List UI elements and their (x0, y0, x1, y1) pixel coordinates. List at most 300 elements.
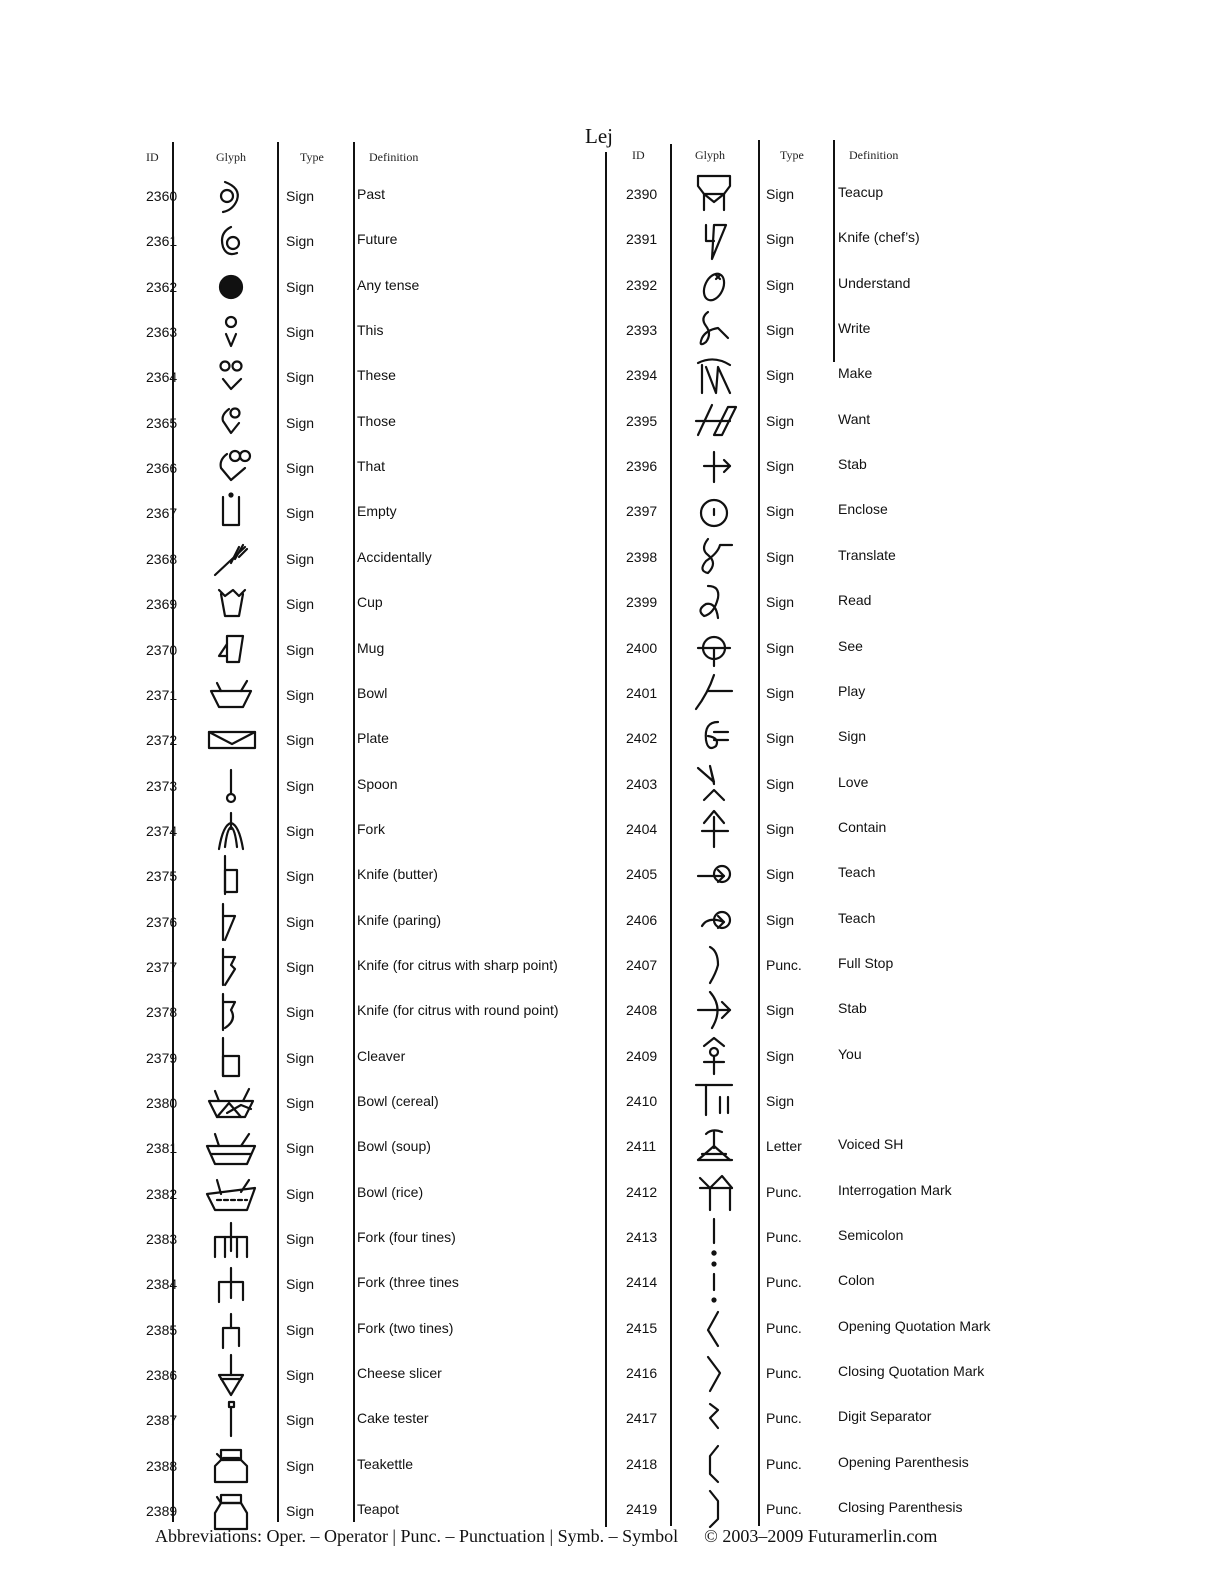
row-id: 2402 (626, 730, 658, 747)
row-definition: Write (838, 320, 871, 337)
row-type: Sign (286, 1231, 315, 1248)
past-glyph-icon (201, 174, 261, 218)
row-id: 2385 (146, 1321, 178, 1338)
table-row (140, 174, 600, 218)
cup-glyph-icon (201, 582, 261, 626)
table-row (618, 988, 1098, 1032)
table-row (140, 537, 600, 581)
table-row (140, 310, 600, 354)
row-definition: Interrogation Mark (838, 1181, 952, 1198)
row-definition: Plate (357, 730, 389, 747)
cake-tester-glyph-icon (201, 1398, 261, 1442)
you-glyph-icon (684, 1034, 744, 1078)
row-type: Sign (286, 732, 315, 749)
open-paren-glyph-icon (684, 1442, 744, 1486)
row-type: Punc. (766, 1319, 802, 1336)
row-id: 2416 (626, 1365, 658, 1382)
row-type: Punc. (766, 1183, 802, 1200)
table-row (618, 1124, 1098, 1168)
row-definition: Opening Quotation Mark (838, 1317, 991, 1334)
table-row (140, 718, 600, 762)
row-definition: Knife (for citrus with round point) (357, 1002, 559, 1019)
row-definition: Voiced SH (838, 1136, 904, 1153)
contain-glyph-icon (684, 807, 744, 851)
table-row (618, 626, 1098, 670)
table-row (140, 764, 600, 808)
row-type: Sign (766, 594, 795, 611)
row-definition: Closing Quotation Mark (838, 1363, 985, 1380)
header-glyph: Glyph (216, 150, 246, 164)
row-definition: Sign (838, 728, 867, 745)
fork-two-glyph-icon (201, 1308, 261, 1352)
voiced-sh-glyph-icon (684, 1124, 744, 1168)
bowl-soup-glyph-icon (201, 1126, 261, 1170)
row-definition: Fork (three tines (357, 1274, 459, 1291)
table-row (140, 1444, 600, 1488)
row-type: Sign (766, 548, 795, 565)
row-type: Sign (766, 1093, 795, 1109)
knife-citrus-sharp-glyph-icon (201, 945, 261, 989)
row-id: 2404 (626, 820, 658, 837)
love-glyph-icon (684, 762, 744, 806)
row-type: Sign (766, 412, 795, 429)
row-id: 2372 (146, 732, 178, 749)
row-id: 2384 (146, 1276, 178, 1293)
row-type: Sign (286, 958, 315, 975)
row-id: 2415 (626, 1319, 658, 1336)
table-row (618, 1260, 1098, 1304)
see-glyph-icon (684, 626, 744, 670)
close-paren-glyph-icon (684, 1487, 744, 1531)
row-definition: Play (838, 682, 866, 699)
table-row (618, 1442, 1098, 1486)
row-definition: Empty (357, 503, 397, 520)
row-definition: Knife (for citrus with sharp point) (357, 956, 558, 973)
row-type: Punc. (766, 1229, 802, 1246)
row-id: 2407 (626, 956, 658, 973)
fork-glyph-icon (201, 809, 261, 853)
row-id: 2374 (146, 822, 178, 839)
table-row (618, 671, 1098, 715)
table-row (618, 943, 1098, 987)
open-quote-glyph-icon (684, 1306, 744, 1350)
table-row (618, 762, 1098, 806)
understand-glyph-icon (684, 263, 744, 307)
knife-butter-glyph-icon (201, 854, 261, 898)
table-row (140, 673, 600, 717)
bowl-cereal-glyph-icon (201, 1081, 261, 1125)
table-row (140, 945, 600, 989)
table-row (618, 852, 1098, 896)
table-row (140, 809, 600, 853)
knife-paring-glyph-icon (201, 900, 261, 944)
table-row (618, 807, 1098, 851)
footer (155, 1526, 937, 1547)
table-row (618, 1396, 1098, 1440)
table-row (140, 1262, 600, 1306)
row-definition: Cake tester (357, 1410, 429, 1427)
row-id: 2365 (146, 414, 178, 431)
row-id: 2413 (626, 1229, 658, 1246)
row-definition: Fork (four tines) (357, 1229, 456, 1246)
row-definition: Cleaver (357, 1047, 406, 1064)
knife-citrus-round-glyph-icon (201, 990, 261, 1034)
row-definition: See (838, 637, 863, 654)
table-row (140, 1308, 600, 1352)
row-definition: This (357, 322, 384, 339)
header-type: Type (780, 148, 804, 162)
table-row (618, 716, 1098, 760)
table-row (618, 353, 1098, 397)
this-glyph-icon (201, 310, 261, 354)
row-definition: Want (838, 410, 871, 427)
row-definition: Teach (838, 864, 876, 881)
table-row (140, 219, 600, 263)
row-id: 2390 (626, 186, 658, 202)
row-id: 2414 (626, 1274, 658, 1291)
row-definition: These (357, 367, 396, 384)
semicolon-glyph-icon (684, 1215, 744, 1259)
row-type: Sign (286, 1004, 315, 1021)
table-row (618, 580, 1098, 624)
row-definition: Digit Separator (838, 1408, 932, 1425)
table-row (618, 172, 1098, 216)
row-definition: Future (357, 231, 398, 248)
table-row (140, 900, 600, 944)
row-definition: Cup (357, 594, 383, 611)
row-definition: Enclose (838, 501, 888, 518)
row-type: Sign (286, 641, 315, 658)
row-definition: Knife (chef’s) (838, 229, 920, 246)
row-id: 2418 (626, 1455, 658, 1472)
row-id: 2393 (626, 322, 658, 339)
row-definition: Any tense (357, 276, 420, 293)
header-id: ID (146, 150, 159, 164)
row-type: Sign (286, 1276, 315, 1293)
row-id: 2388 (146, 1457, 178, 1474)
row-type: Sign (766, 866, 795, 883)
row-type: Sign (286, 278, 315, 295)
row-type: Sign (766, 503, 795, 520)
row-definition: Knife (butter) (357, 866, 438, 883)
row-type: Sign (766, 820, 795, 837)
abbreviations-note: Abbreviations: Oper. – Operator | Punc. – Punctuation | Symb. – Symbol (155, 1526, 679, 1546)
row-definition: Bowl (rice) (357, 1183, 424, 1200)
these-glyph-icon (201, 355, 261, 399)
row-definition: You (838, 1045, 862, 1062)
row-type: Sign (286, 686, 315, 703)
mug-glyph-icon (201, 628, 261, 672)
header-definition: Definition (849, 148, 899, 162)
row-id: 2367 (146, 505, 178, 522)
row-id: 2389 (146, 1503, 178, 1520)
row-type: Sign (286, 1367, 315, 1384)
row-type: Punc. (766, 1365, 802, 1382)
row-id: 2386 (146, 1367, 178, 1384)
those-glyph-icon (201, 401, 261, 445)
row-type: Sign (286, 777, 315, 794)
colon-glyph-icon (684, 1260, 744, 1304)
table-row (618, 1034, 1098, 1078)
row-type: Sign (286, 1457, 315, 1474)
table-row (140, 1172, 600, 1216)
row-definition: Spoon (357, 775, 398, 792)
write-glyph-icon (684, 308, 744, 352)
row-id: 2409 (626, 1047, 658, 1064)
table-row (140, 854, 600, 898)
row-id: 2419 (626, 1501, 658, 1518)
table-row (140, 1081, 600, 1125)
row-definition: Full Stop (838, 954, 894, 971)
row-definition: Read (838, 592, 872, 609)
row-type: Sign (286, 460, 315, 477)
row-type: Sign (286, 913, 315, 930)
row-definition: Closing Parenthesis (838, 1499, 963, 1516)
row-id: 2401 (626, 684, 658, 701)
row-definition: Teach (838, 909, 876, 926)
table-row (618, 1215, 1098, 1259)
copyright-note: © 2003–2009 Futuramerlin.com (704, 1526, 938, 1546)
enclose-glyph-icon (684, 489, 744, 533)
table-row (618, 535, 1098, 579)
table-row (140, 355, 600, 399)
interrogation-glyph-icon (684, 1170, 744, 1214)
stab-alt-glyph-icon (684, 988, 744, 1032)
table-row (618, 1079, 1098, 1123)
cheese-slicer-glyph-icon (201, 1353, 261, 1397)
table-row (618, 1306, 1098, 1350)
row-id: 2410 (626, 1093, 658, 1109)
row-definition: Stab (838, 456, 867, 473)
row-id: 2378 (146, 1004, 178, 1021)
play-glyph-icon (684, 671, 744, 715)
row-type: Sign (766, 367, 795, 384)
stab-glyph-icon (684, 444, 744, 488)
empty-glyph-icon (201, 491, 261, 535)
translate-glyph-icon (684, 535, 744, 579)
row-type: Sign (286, 1140, 315, 1157)
table-row (618, 898, 1098, 942)
table-row (140, 1398, 600, 1442)
bowl-rice-glyph-icon (201, 1172, 261, 1216)
sign-glyph-icon (684, 716, 744, 760)
row-definition: Understand (838, 274, 911, 291)
table-row (618, 1170, 1098, 1214)
row-type: Punc. (766, 1501, 802, 1518)
row-type: Sign (286, 188, 315, 204)
teacup-glyph-icon (684, 172, 744, 216)
row-definition: Make (838, 365, 873, 382)
row-type: Sign (286, 1049, 315, 1066)
table-row (140, 1126, 600, 1170)
fork-three-glyph-icon (201, 1262, 261, 1306)
row-id: 2377 (146, 958, 178, 975)
row-id: 2363 (146, 324, 178, 341)
row-id: 2396 (626, 458, 658, 475)
header-id: ID (632, 148, 645, 162)
row-id: 2376 (146, 913, 178, 930)
row-definition: Contain (838, 818, 887, 835)
table-row (618, 1487, 1098, 1531)
row-id: 2383 (146, 1231, 178, 1248)
row-id: 2395 (626, 412, 658, 429)
row-type: Sign (286, 1095, 315, 1111)
knife-chef-glyph-icon (684, 217, 744, 261)
row-id: 2398 (626, 548, 658, 565)
row-id: 2371 (146, 686, 178, 703)
row-type: Sign (286, 868, 315, 885)
header-type: Type (300, 150, 324, 164)
close-quote-glyph-icon (684, 1351, 744, 1395)
row-definition: Accidentally (357, 548, 432, 565)
row-definition: Colon (838, 1272, 875, 1289)
row-definition: Love (838, 773, 869, 790)
row-id: 2417 (626, 1410, 658, 1427)
teach-glyph-icon (684, 852, 744, 896)
row-type: Sign (286, 1321, 315, 1338)
row-id: 2412 (626, 1183, 658, 1200)
row-id: 2397 (626, 503, 658, 520)
row-type: Sign (766, 639, 795, 656)
row-id: 2369 (146, 596, 178, 613)
digit-separator-glyph-icon (684, 1396, 744, 1440)
row-definition: Cheese slicer (357, 1365, 442, 1382)
future-glyph-icon (201, 219, 261, 263)
row-type: Sign (286, 550, 315, 567)
row-definition: Opening Parenthesis (838, 1453, 969, 1470)
row-definition: Semicolon (838, 1227, 904, 1244)
row-definition: That (357, 458, 386, 475)
table-row (140, 582, 600, 626)
bowl-glyph-icon (201, 673, 261, 717)
full-stop-glyph-icon (684, 943, 744, 987)
row-type: Letter (766, 1138, 802, 1155)
column-divider (605, 152, 607, 1527)
row-definition: Past (357, 186, 386, 202)
row-id: 2399 (626, 594, 658, 611)
row-definition: Knife (paring) (357, 911, 442, 928)
table-row (140, 1217, 600, 1261)
table-row (140, 491, 600, 535)
row-definition: Mug (357, 639, 385, 656)
row-id: 2381 (146, 1140, 178, 1157)
row-id: 2391 (626, 231, 658, 248)
teach-alt-glyph-icon (684, 898, 744, 942)
row-type: Punc. (766, 956, 802, 973)
row-type: Sign (766, 231, 795, 248)
cleaver-glyph-icon (201, 1036, 261, 1080)
row-type: Sign (286, 369, 315, 386)
row-id: 2400 (626, 639, 658, 656)
row-type: Sign (286, 233, 315, 250)
row-type: Sign (286, 1503, 315, 1520)
row-type: Sign (286, 596, 315, 613)
row-id: 2360 (146, 188, 178, 204)
row-definition: Bowl (357, 684, 388, 701)
row-id: 2364 (146, 369, 178, 386)
row-type: Sign (286, 822, 315, 839)
row-id: 2362 (146, 278, 178, 295)
row-type: Sign (286, 1185, 315, 1202)
row-definition: Fork (two tines) (357, 1319, 454, 1336)
row-definition: Translate (838, 546, 896, 563)
row-type: Sign (766, 186, 795, 202)
row-id: 2361 (146, 233, 178, 250)
row-id: 2375 (146, 868, 178, 885)
table-row (618, 263, 1098, 307)
sign-2410-glyph-icon (684, 1079, 744, 1123)
fork-four-glyph-icon (201, 1217, 261, 1261)
page-title: Lej (585, 124, 613, 148)
table-row (140, 990, 600, 1034)
row-definition: Those (357, 412, 396, 429)
spoon-glyph-icon (201, 764, 261, 808)
row-definition: Stab (838, 1000, 867, 1017)
row-definition: Teapot (357, 1501, 400, 1518)
row-id: 2408 (626, 1002, 658, 1019)
table-row (140, 265, 600, 309)
make-glyph-icon (684, 353, 744, 397)
table-row (140, 446, 600, 490)
row-type: Sign (766, 1002, 795, 1019)
row-type: Sign (286, 414, 315, 431)
plate-glyph-icon (201, 718, 261, 762)
row-id: 2379 (146, 1049, 178, 1066)
row-type: Sign (766, 911, 795, 928)
row-id: 2387 (146, 1412, 178, 1429)
row-id: 2405 (626, 866, 658, 883)
read-glyph-icon (684, 580, 744, 624)
table-row (140, 1353, 600, 1397)
row-id: 2406 (626, 911, 658, 928)
row-type: Punc. (766, 1455, 802, 1472)
row-id: 2403 (626, 775, 658, 792)
table-row (140, 628, 600, 672)
row-type: Punc. (766, 1274, 802, 1291)
row-type: Sign (286, 505, 315, 522)
row-definition: Teacup (838, 184, 884, 200)
row-id: 2368 (146, 550, 178, 567)
row-type: Sign (766, 276, 795, 293)
row-id: 2411 (626, 1138, 657, 1155)
row-id: 2370 (146, 641, 178, 658)
table-row (618, 444, 1098, 488)
accidentally-glyph-icon (201, 537, 261, 581)
table-row (618, 1351, 1098, 1395)
table-row (618, 489, 1098, 533)
row-type: Sign (766, 1047, 795, 1064)
row-id: 2394 (626, 367, 658, 384)
row-type: Sign (766, 775, 795, 792)
table-row (618, 217, 1098, 261)
that-glyph-icon (201, 446, 261, 490)
table-row (618, 308, 1098, 352)
want-glyph-icon (684, 399, 744, 443)
any-tense-glyph-icon (201, 265, 261, 309)
table-row (140, 1036, 600, 1080)
row-id: 2373 (146, 777, 178, 794)
header-glyph: Glyph (695, 148, 725, 162)
row-type: Sign (766, 458, 795, 475)
row-definition: Bowl (soup) (357, 1138, 431, 1155)
row-id: 2392 (626, 276, 658, 293)
row-type: Sign (766, 730, 795, 747)
header-definition: Definition (369, 150, 419, 164)
row-id: 2366 (146, 460, 178, 477)
table-row (618, 399, 1098, 443)
row-id: 2382 (146, 1185, 178, 1202)
row-type: Sign (286, 1412, 315, 1429)
